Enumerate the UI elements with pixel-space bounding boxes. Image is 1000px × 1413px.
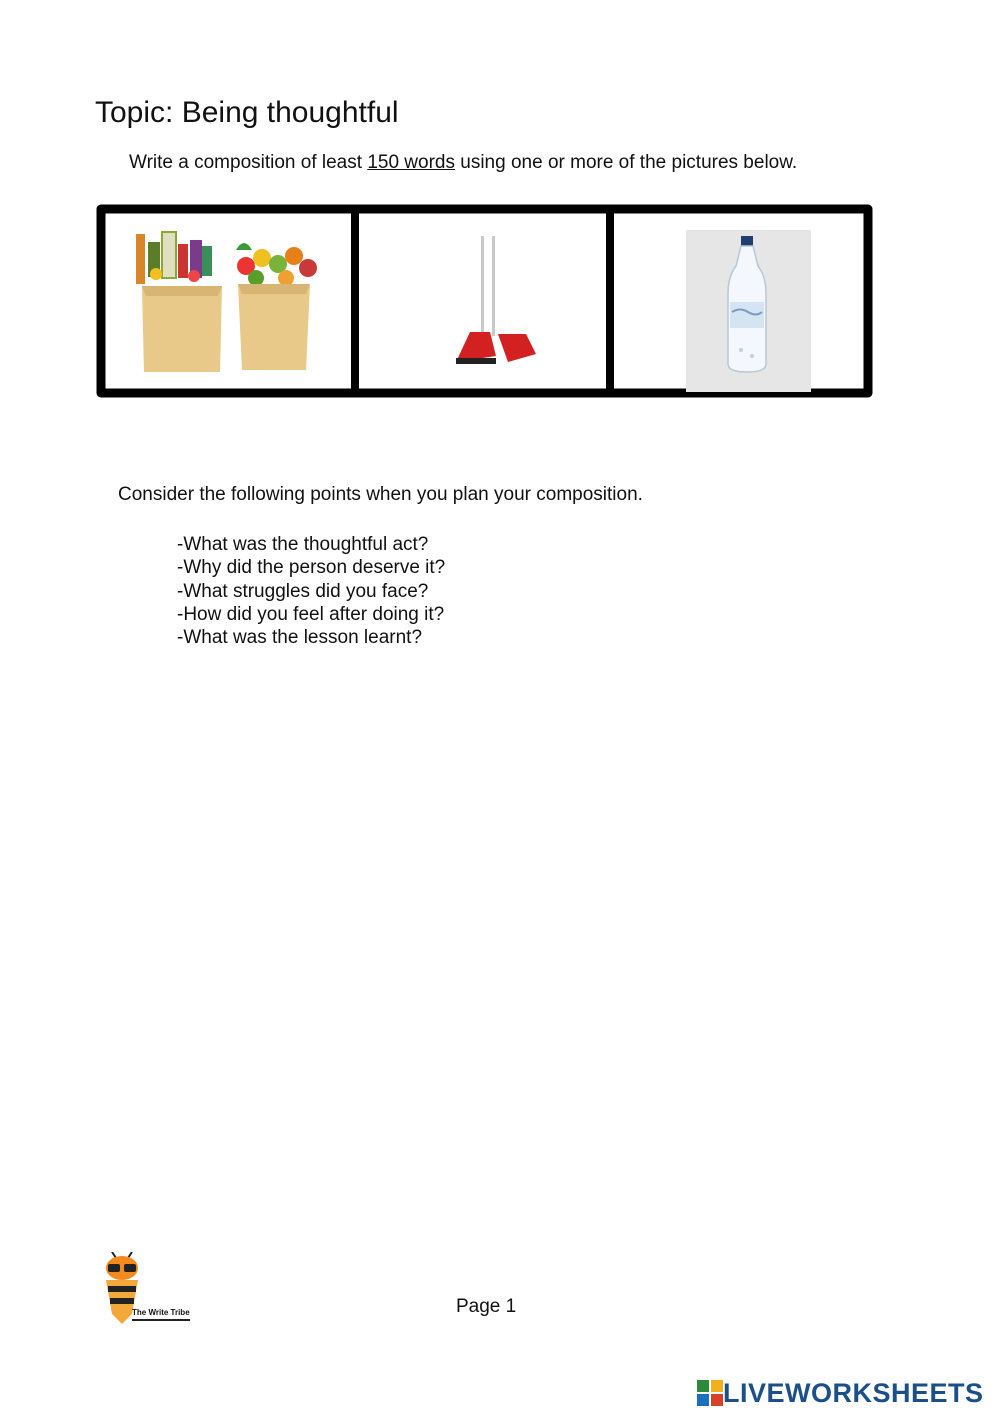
watermark-text: LIVEWORKSHEETS <box>723 1377 984 1408</box>
page-number: Page 1 <box>456 1296 517 1317</box>
instruction-text <box>129 152 797 174</box>
logo-text: The Write Tribe <box>132 1308 190 1321</box>
list-item: -How did you feel after doing it? <box>177 603 445 625</box>
write-tribe-logo <box>98 1252 206 1326</box>
word-count-requirement: 150 words <box>367 152 455 173</box>
consider-prompt: Consider the following points when you plan your composition. <box>118 484 643 505</box>
water-bottle-icon <box>686 230 811 392</box>
page-title: Topic: Being thoughtful <box>95 96 399 129</box>
liveworksheets-watermark <box>697 1378 984 1408</box>
broom-and-dustpan-icon <box>456 236 536 364</box>
instruction-before: Write a composition of least <box>129 152 368 173</box>
list-item: -What was the lesson learnt? <box>177 627 423 649</box>
instruction-after: using one or more of the pictures below. <box>454 152 798 173</box>
list-item: -What struggles did you face? <box>177 580 429 602</box>
picture-frame <box>96 204 873 398</box>
grocery-bags-icon <box>136 232 317 372</box>
list-item: -Why did the person deserve it? <box>177 557 446 579</box>
guiding-points-list <box>177 533 445 649</box>
liveworksheets-logo-icon <box>697 1380 723 1406</box>
list-item: -What was the thoughtful act? <box>177 534 429 555</box>
